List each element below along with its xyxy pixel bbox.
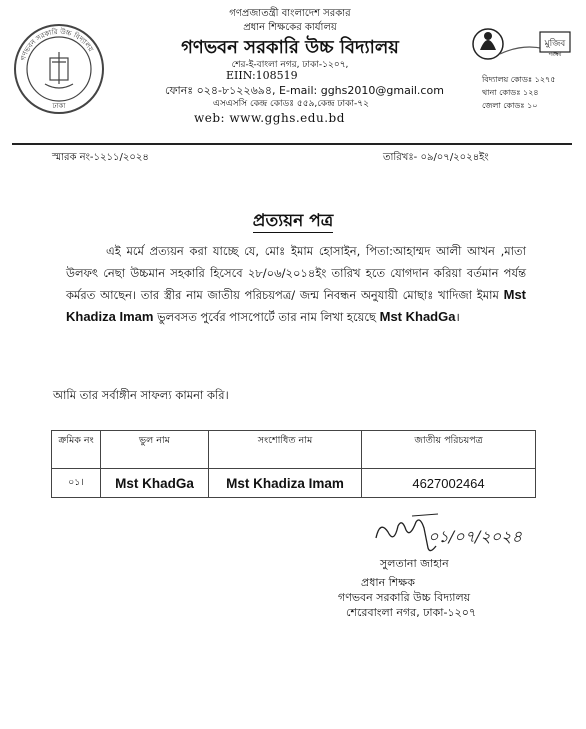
gov-name: গণপ্রজাতন্ত্রী বাংলাদেশ সরকার [229, 8, 351, 19]
contact-info: ফোনঃ ০২৪-৮১২২৬৯৪, E-mail: gghs2010@gmail.com [165, 84, 444, 97]
district-code: জেলা কোডঃ ১০ [482, 101, 538, 110]
certificate-body: এই মর্মে প্রত্যয়ন করা যাচ্ছে যে, মোঃ ইমাম হোসাইন, পিতা:আহাম্মদ আলী আখন ,মাতা উলফৎ নেছা উচ্চমান সহকারি হিসেবে ২৮/০৬/২০১৪ইং তারিখ হতে যোগদান করিয়া বর্তমান পর্যন্ত কর্মরত আছেন। তার স্ত্রীর নাম জাতীয় পরিচয়পত্র/ জন্ম নিবন্ধন অনুযায়ী মোছাঃ খাদিজা ইমাম Mst Khadiza Imam ভুলবসত পুর্বের পাসপোর্টে তার নাম লিখা হয়েছে Mst KhadGa। [66, 244, 526, 324]
svg-text:ঢাকা: ঢাকা [52, 102, 66, 110]
thana-code: থানা কোডঃ ১২৪ [482, 88, 539, 97]
signatory-address: শেরেবাংলা নগর, ঢাকা-১২০৭ [346, 606, 477, 619]
signatory-org: গণভবন সরকারি উচ্চ বিদ্যালয় [338, 591, 471, 604]
header-wrong-name: ভুল নাম [101, 431, 209, 469]
reference-number: স্মারক নং-১২১১/২০২৪ [52, 152, 149, 163]
header-divider [12, 143, 572, 145]
signatory-name: সুলতানা জাহান [380, 557, 449, 570]
mujib-borsho-logo [470, 20, 580, 68]
cell-serial: ০১। [52, 469, 101, 498]
header-serial: ক্রমিক নং [52, 431, 101, 469]
svg-text:০১/০৭/২০২৪: ০১/০৭/২০২৪ [428, 527, 522, 546]
ssc-center-code: এসএসসি কেন্দ্র কোডঃ ৫৫৯,কেন্দ্র ঢাকা-৭২ [213, 99, 369, 109]
school-address: শের-ই-বাংলা নগর, ঢাকা-১২০৭, [231, 60, 349, 70]
school-seal-logo [12, 22, 106, 116]
eiin-number: EIIN:108519 [226, 69, 298, 82]
wrong-name: Mst KhadGa [379, 309, 456, 324]
cell-corrected-name: Mst Khadiza Imam [209, 469, 362, 498]
document-date: তারিখঃ- ০৯/০৭/২০২৪ইং [383, 152, 489, 163]
signatory-designation: প্রধান শিক্ষক [361, 576, 415, 589]
cell-wrong-name: Mst KhadGa [101, 469, 209, 498]
cell-nid: 4627002464 [362, 469, 536, 498]
svg-text:মুজিব: মুজিব [544, 39, 566, 49]
document-title: প্রত্যয়ন পত্র [252, 211, 334, 231]
correction-table [51, 430, 536, 498]
office-name: প্রধান শিক্ষকের কার্যালয় [243, 22, 337, 33]
svg-text:শতবর্ষ: শতবর্ষ [548, 52, 562, 58]
handwritten-signature [366, 508, 536, 558]
table-header-row [52, 431, 536, 469]
correct-name: Mst Khadiza Imam [66, 287, 526, 324]
svg-text:গণভবন সরকারি উচ্চ বিদ্যালয়: গণভবন সরকারি উচ্চ বিদ্যালয় [19, 27, 95, 62]
school-code: বিদ্যালয় কোডঃ ১২৭৫ [482, 75, 556, 84]
website: web: www.gghs.edu.bd [194, 111, 345, 125]
header-corrected-name: সংশোধিত নাম [209, 431, 362, 469]
wish-text: আমি তার সর্বাঙ্গীন সাফল্য কামনা করি। [53, 388, 229, 402]
school-name: গণভবন সরকারি উচ্চ বিদ্যালয় [181, 37, 399, 58]
header-nid: জাতীয় পরিচয়পত্র [362, 431, 536, 469]
table-row [52, 469, 536, 498]
